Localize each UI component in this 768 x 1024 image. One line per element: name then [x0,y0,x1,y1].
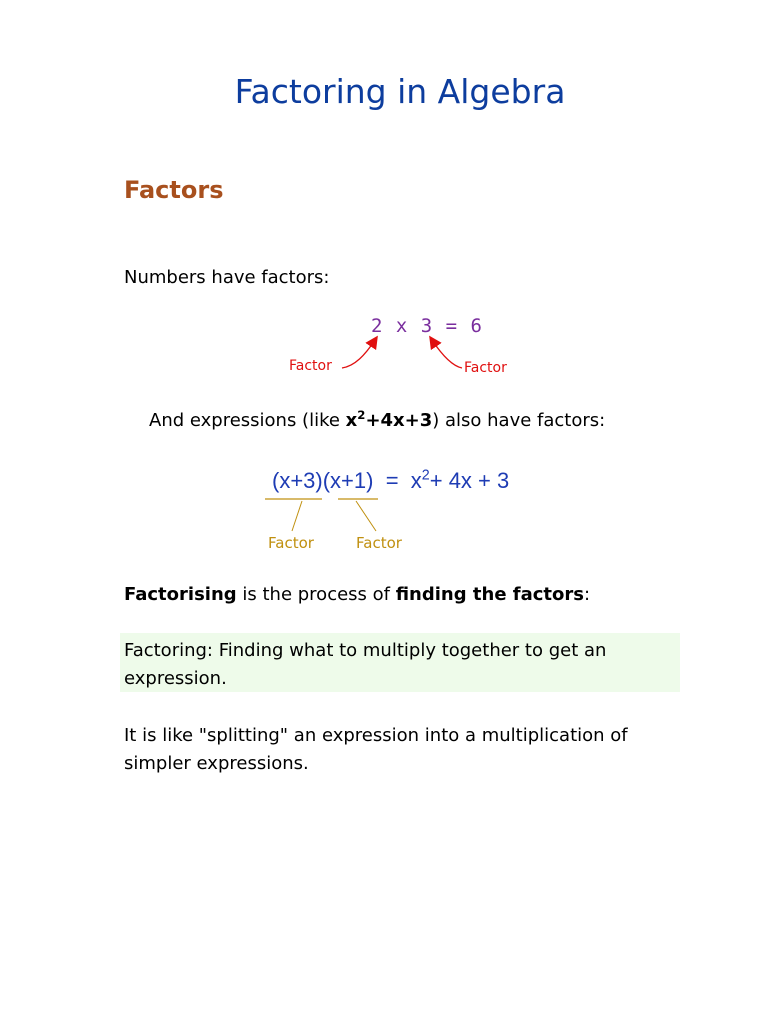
factor-pointer-right [356,501,376,531]
definition-text: Factoring: Finding what to multiply together to get an expression. [124,640,607,689]
poly-factor-label-left: Factor [268,534,314,552]
factorising-sentence: Factorising is the process of finding the factors: [124,584,591,605]
numbers-intro: Numbers have factors: [124,267,330,288]
expr-bold: $x^2+4x+3$ [345,408,433,431]
page-title: Factoring in Algebra [234,72,566,111]
number-factor-label-right: Factor [464,360,507,376]
number-equation: 2 x 3 = 6 [371,315,483,337]
section-heading: Factors [124,176,224,204]
poly-factor-label-right: Factor [356,534,402,552]
splitting-text: It is like "splitting" an expression into a multiplication of simpler expressions. [124,725,628,774]
expressions-line [149,410,605,431]
expr-prefix: And expressions (like [149,410,346,431]
factor-pointer-left [292,501,302,531]
factor-arrow-left [342,340,375,368]
expr-suffix: ) also have factors: [432,410,606,431]
number-factor-label-left: Factor [289,358,332,374]
factor-arrow-right [432,340,462,368]
polynomial-equation: $(x+3)(x+1) = x^2+ 4x + 3$ [272,467,510,493]
